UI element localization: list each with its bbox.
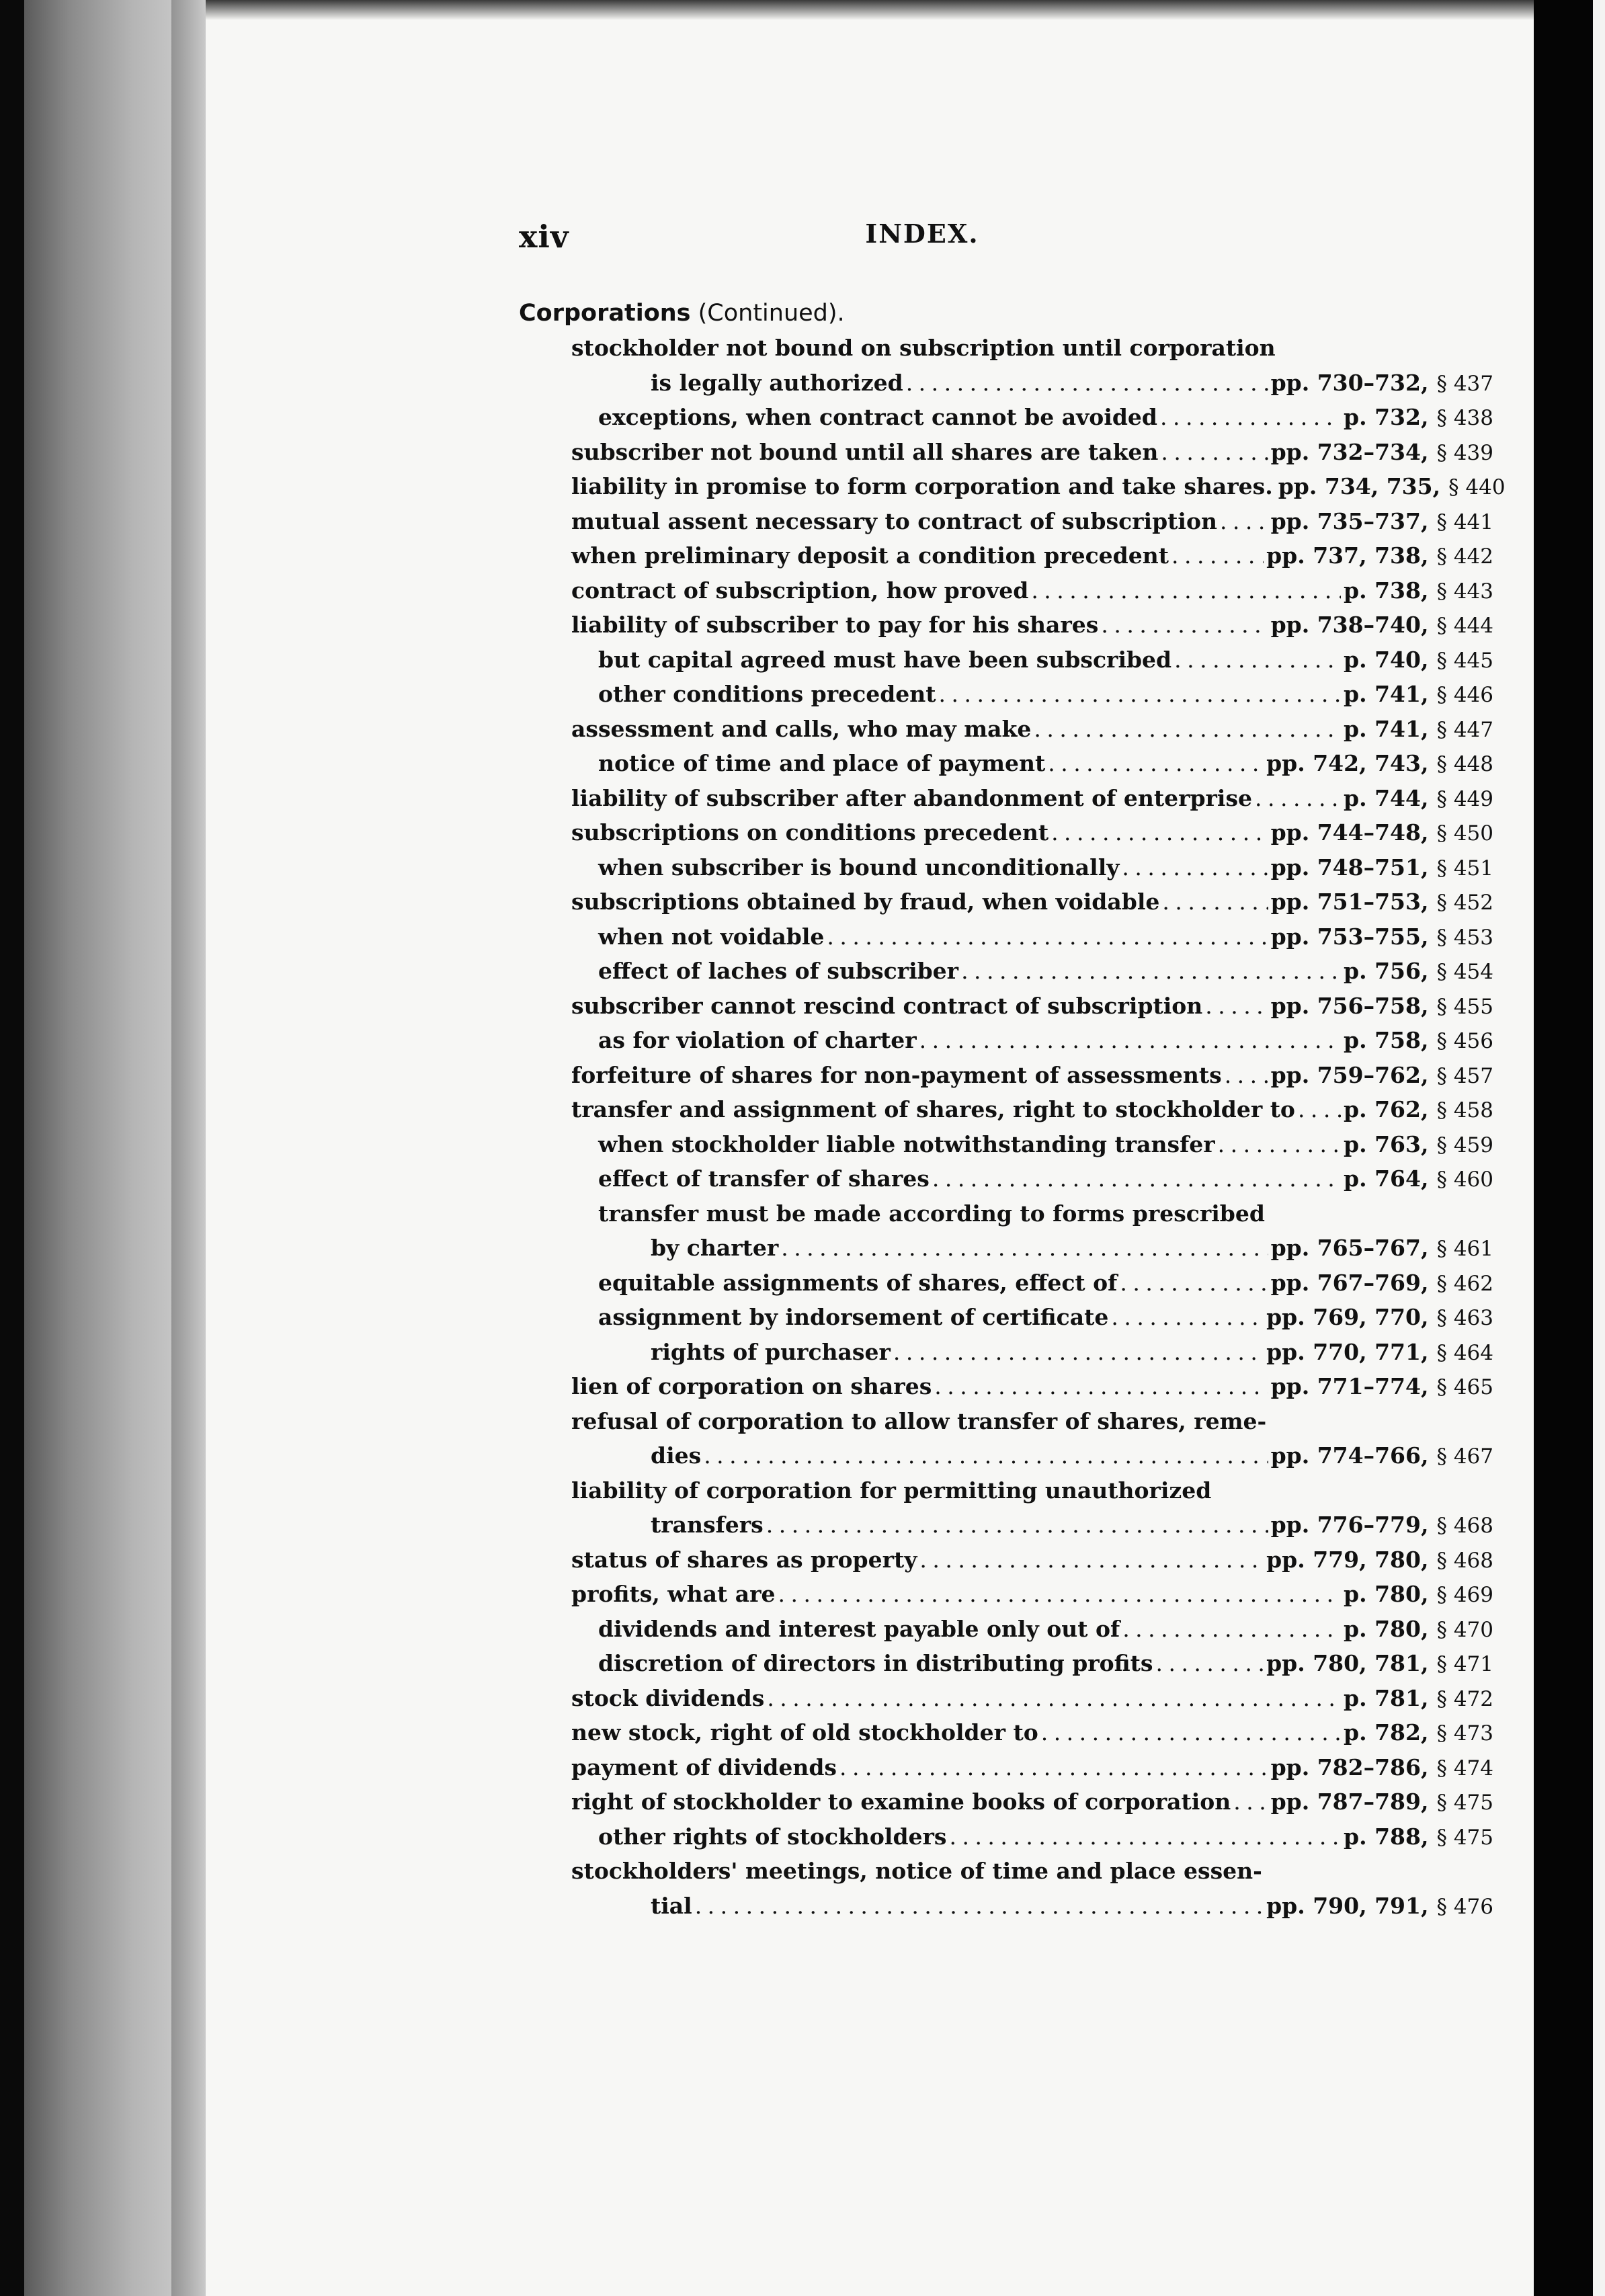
index-entry-text: effect of transfer of shares <box>598 1165 930 1192</box>
index-entry <box>519 919 1493 954</box>
section-reference: § 448 <box>1436 752 1493 776</box>
dot-leader <box>893 1335 1264 1370</box>
page-reference: pp. 732–734, <box>1270 438 1429 465</box>
dot-leader <box>1161 435 1268 470</box>
index-entry <box>519 885 1493 919</box>
index-entry-text: new stock, right of old stockholder to <box>571 1719 1038 1746</box>
section-reference: § 467 <box>1436 1444 1493 1469</box>
section-reference: § 465 <box>1436 1375 1493 1399</box>
index-entry <box>519 1023 1493 1058</box>
index-entry <box>519 435 1493 470</box>
index-entry <box>519 1161 1493 1196</box>
page-reference: p. 741, <box>1344 681 1429 707</box>
index-entry <box>519 1438 1493 1473</box>
page-reference: p. 758, <box>1344 1027 1429 1053</box>
index-entry-text: liability of subscriber to pay for his shares <box>571 612 1099 638</box>
section-reference: § 456 <box>1436 1029 1493 1053</box>
section-reference: § 464 <box>1436 1340 1493 1365</box>
dot-leader <box>1171 538 1264 573</box>
index-entry-text: other rights of stockholders <box>598 1823 947 1850</box>
section-reference: § 459 <box>1436 1133 1493 1157</box>
page-reference: pp. 753–755, <box>1270 923 1429 950</box>
index-entry-text: assessment and calls, who may make <box>571 715 1032 742</box>
page-reference: pp. 782–786, <box>1270 1754 1429 1780</box>
index-entry <box>519 1058 1493 1093</box>
dot-leader <box>1155 1646 1264 1681</box>
page-reference: pp. 771–774, <box>1270 1373 1429 1399</box>
index-entry <box>519 781 1493 816</box>
index-heading-note: (Continued). <box>698 300 845 327</box>
section-reference: § 468 <box>1436 1514 1493 1538</box>
dot-leader <box>919 1023 1341 1058</box>
page-reference: pp. 742, 743, <box>1266 750 1429 776</box>
index-entry <box>519 366 1493 401</box>
page-reference: p. 732, <box>1344 404 1429 430</box>
index-entry <box>519 504 1493 539</box>
page-reference: p. 762, <box>1344 1096 1429 1122</box>
page-reference: pp. 765–767, <box>1270 1235 1429 1261</box>
section-reference: § 473 <box>1436 1721 1493 1746</box>
page-reference: pp. 759–762, <box>1270 1061 1429 1088</box>
section-reference: § 455 <box>1436 994 1493 1019</box>
page-reference: p. 740, <box>1344 646 1429 673</box>
facing-page-sliver <box>1593 0 1605 2296</box>
index-entry-text: other conditions precedent <box>598 681 936 707</box>
index-entry-text: but capital agreed must have been subscribed <box>598 646 1172 673</box>
section-reference: § 458 <box>1436 1098 1493 1122</box>
index-entry <box>519 746 1493 781</box>
dot-leader <box>1220 504 1268 539</box>
section-reference: § 444 <box>1436 614 1493 638</box>
dot-leader <box>1122 850 1268 885</box>
index-entry-text: subscriptions on conditions precedent <box>571 819 1049 846</box>
index-entry-text: transfer must be made according to forms prescribed <box>598 1200 1265 1227</box>
dot-leader <box>949 1819 1341 1854</box>
dot-leader <box>1122 1612 1341 1647</box>
section-reference: § 449 <box>1436 786 1493 811</box>
index-entry <box>519 1404 1493 1439</box>
index-entry-text: by charter <box>651 1235 779 1261</box>
section-reference: § 462 <box>1436 1271 1493 1296</box>
index-entry-text: dies <box>651 1442 702 1469</box>
dot-leader <box>1031 573 1341 608</box>
index-entry <box>519 1196 1493 1231</box>
index-entry <box>519 1577 1493 1612</box>
index-entry <box>519 538 1493 573</box>
index-entry-text: rights of purchaser <box>651 1338 891 1365</box>
dot-leader <box>1205 989 1268 1024</box>
section-reference: § 439 <box>1436 440 1493 465</box>
dot-leader <box>939 677 1342 712</box>
page-reference: pp. 738–740, <box>1270 612 1429 638</box>
index-entry-text: subscriber cannot rescind contract of subscription <box>571 992 1203 1019</box>
dot-leader <box>1218 1127 1341 1162</box>
dot-leader <box>1233 1785 1268 1819</box>
section-reference: § 453 <box>1436 925 1493 950</box>
section-reference: § 475 <box>1436 1791 1493 1815</box>
index-entry-text: effect of laches of subscriber <box>598 958 959 984</box>
page-reference: pp. 790, 791, <box>1266 1892 1429 1919</box>
index-entry <box>519 1819 1493 1854</box>
dot-leader <box>1101 608 1268 643</box>
page-reference: pp. 735–737, <box>1270 507 1429 534</box>
dot-leader <box>1111 1300 1264 1335</box>
index-entry <box>519 1092 1493 1127</box>
page-reference: p. 738, <box>1344 577 1429 604</box>
section-reference: § 441 <box>1436 509 1493 534</box>
page-reference: pp. 774–766, <box>1270 1442 1429 1469</box>
index-entry <box>519 1612 1493 1647</box>
section-reference: § 450 <box>1436 821 1493 846</box>
index-entry <box>519 1681 1493 1716</box>
page-reference: p. 780, <box>1344 1615 1429 1642</box>
page-reference: pp. 776–779, <box>1270 1512 1429 1538</box>
index-entry-text: subscriptions obtained by fraud, when voidable <box>571 889 1160 915</box>
section-reference: § 469 <box>1436 1583 1493 1607</box>
section-reference: § 472 <box>1436 1686 1493 1711</box>
dot-leader <box>827 919 1268 954</box>
dot-leader <box>932 1161 1341 1196</box>
index-heading-term: Corporations <box>519 300 691 327</box>
index-entry <box>519 989 1493 1024</box>
dot-leader <box>919 1543 1264 1577</box>
page-reference: p. 764, <box>1344 1165 1429 1192</box>
index-entry <box>519 1300 1493 1335</box>
section-reference: § 476 <box>1436 1894 1493 1919</box>
section-reference: § 443 <box>1436 579 1493 604</box>
section-reference: § 452 <box>1436 891 1493 915</box>
page-reference: pp. 780, 781, <box>1266 1650 1429 1676</box>
index-entry <box>519 1369 1493 1404</box>
index-entry-text: right of stockholder to examine books of corporation <box>571 1789 1231 1815</box>
index-entry-text: refusal of corporation to allow transfer of shares, reme- <box>571 1407 1267 1434</box>
page-reference: pp. 770, 771, <box>1266 1338 1429 1365</box>
section-reference: § 461 <box>1436 1237 1493 1261</box>
section-reference: § 468 <box>1436 1548 1493 1573</box>
section-reference: § 471 <box>1436 1652 1493 1676</box>
index-entry-text: profits, what are <box>571 1581 776 1607</box>
page-reference: p. 763, <box>1344 1131 1429 1157</box>
index-entry <box>519 1750 1493 1785</box>
index-entry <box>519 1854 1493 1889</box>
index-entry-text: stockholder not bound on subscription until corporation <box>571 335 1276 361</box>
dot-leader <box>1298 1092 1341 1127</box>
index-entry <box>519 677 1493 712</box>
index-entry-text: stockholders' meetings, notice of time and place essen- <box>571 1858 1262 1884</box>
index-entry <box>519 1785 1493 1819</box>
page-reference: p. 756, <box>1344 958 1429 984</box>
page-reference: p. 780, <box>1344 1581 1429 1607</box>
page-reference: pp. 734, 735, <box>1278 473 1441 499</box>
page-number: xiv <box>519 218 569 255</box>
page-reference: p. 741, <box>1344 715 1429 742</box>
index-entry <box>519 1508 1493 1543</box>
page-reference: pp. 744–748, <box>1270 819 1429 846</box>
index-entry <box>519 469 1506 504</box>
section-reference: § 437 <box>1436 371 1493 396</box>
section-reference: § 447 <box>1436 717 1493 742</box>
index-entry-text: when preliminary deposit a condition precedent <box>571 542 1169 569</box>
index-entry-text: exceptions, when contract cannot be avoided <box>598 404 1157 430</box>
page-reference: pp. 748–751, <box>1270 854 1429 880</box>
page-reference: pp. 769, 770, <box>1266 1304 1429 1330</box>
index-entry-text: stock dividends <box>571 1684 765 1711</box>
section-reference: § 446 <box>1436 683 1493 707</box>
index-heading <box>519 296 1493 331</box>
index-entry-text: when not voidable <box>598 923 825 950</box>
page-reference: pp. 737, 738, <box>1266 542 1429 569</box>
dot-leader <box>767 1681 1341 1716</box>
index-entry-text: tial <box>651 1892 692 1919</box>
index-entry-text: lien of corporation on shares <box>571 1373 932 1399</box>
index-entry-text: status of shares as property <box>571 1546 917 1573</box>
dot-leader <box>1225 1058 1268 1093</box>
dot-leader <box>1120 1266 1268 1301</box>
index-entry <box>519 954 1493 989</box>
index-entry <box>519 1231 1493 1266</box>
dot-leader <box>778 1577 1341 1612</box>
page-title: INDEX. <box>865 218 979 249</box>
running-head <box>519 218 1493 259</box>
page-top-shadow <box>206 0 1534 20</box>
index-entry-text: contract of subscription, how proved <box>571 577 1029 604</box>
index-entry-text: as for violation of charter <box>598 1027 917 1053</box>
section-reference: § 451 <box>1436 856 1493 880</box>
index-entry-text: liability of corporation for permitting unauthorized <box>571 1477 1212 1504</box>
dot-leader <box>766 1508 1268 1543</box>
index-entry-text: assignment by indorsement of certificate <box>598 1304 1109 1330</box>
dot-leader <box>704 1438 1268 1473</box>
index-entry <box>519 608 1493 643</box>
page-reference: pp. 779, 780, <box>1266 1546 1429 1573</box>
index-entry-text: equitable assignments of shares, effect of <box>598 1269 1118 1296</box>
dot-leader <box>961 954 1341 989</box>
scan-left-edge <box>0 0 24 2296</box>
index-entry-text: is legally authorized <box>651 369 903 396</box>
index-entry <box>519 1473 1493 1508</box>
index-entry-text: liability in promise to form corporation and take shares. <box>571 473 1273 499</box>
dot-leader <box>1041 1715 1341 1750</box>
section-reference: § 438 <box>1436 406 1493 430</box>
index-entry <box>519 573 1493 608</box>
index-entry-text: payment of dividends <box>571 1754 837 1780</box>
index-entry-text: transfers <box>651 1512 764 1538</box>
page-reference: p. 781, <box>1344 1684 1429 1711</box>
dot-leader <box>1162 885 1268 919</box>
dot-leader <box>781 1231 1268 1266</box>
index-entry <box>519 1646 1493 1681</box>
page-reference: pp. 756–758, <box>1270 992 1429 1019</box>
section-reference: § 454 <box>1436 960 1493 984</box>
section-reference: § 440 <box>1448 475 1506 499</box>
section-reference: § 475 <box>1436 1825 1493 1850</box>
dot-leader <box>1048 746 1264 781</box>
page-reference: pp. 730–732, <box>1270 369 1429 396</box>
index-entry <box>519 850 1493 885</box>
section-reference: § 470 <box>1436 1617 1493 1642</box>
index-entry <box>519 1715 1493 1750</box>
page-reference: pp. 767–769, <box>1270 1269 1429 1296</box>
index-entry <box>519 1266 1493 1301</box>
dot-leader <box>906 366 1268 401</box>
index-entry-text: dividends and interest payable only out of <box>598 1615 1120 1642</box>
index-entry <box>519 331 1493 366</box>
index-entry-text: when subscriber is bound unconditionally <box>598 854 1120 880</box>
page-reference: p. 788, <box>1344 1823 1429 1850</box>
index-entry <box>519 400 1493 435</box>
index-entry <box>519 1127 1493 1162</box>
index-entry-text: when stockholder liable notwithstanding transfer <box>598 1131 1215 1157</box>
dot-leader <box>1051 815 1268 850</box>
page-reference: p. 744, <box>1344 784 1429 811</box>
dot-leader <box>934 1369 1268 1404</box>
section-reference: § 460 <box>1436 1167 1493 1192</box>
index-block <box>519 296 1506 1923</box>
page-reference: p. 782, <box>1344 1719 1429 1746</box>
dot-leader <box>1174 643 1341 678</box>
index-entry-text: transfer and assignment of shares, right to stockholder to <box>571 1096 1295 1122</box>
index-entry-text: mutual assent necessary to contract of subscription <box>571 507 1217 534</box>
section-reference: § 442 <box>1436 544 1493 569</box>
index-entry <box>519 1335 1493 1370</box>
section-reference: § 474 <box>1436 1756 1493 1780</box>
section-reference: § 445 <box>1436 648 1493 673</box>
index-entry <box>519 643 1493 678</box>
dot-leader <box>839 1750 1268 1785</box>
page-reference: pp. 787–789, <box>1270 1789 1429 1815</box>
page-reference: pp. 751–753, <box>1270 889 1429 915</box>
index-entry-text: liability of subscriber after abandonment of enterprise <box>571 784 1253 811</box>
section-reference: § 463 <box>1436 1306 1493 1330</box>
section-reference: § 457 <box>1436 1063 1493 1088</box>
index-entry-text: forfeiture of shares for non-payment of assessments <box>571 1061 1222 1088</box>
index-entry <box>519 815 1493 850</box>
index-entry <box>519 1543 1493 1577</box>
dot-leader <box>695 1889 1264 1924</box>
index-entry-text: subscriber not bound until all shares are taken <box>571 438 1159 465</box>
index-entries <box>519 331 1506 1923</box>
dot-leader <box>1034 712 1341 747</box>
dot-leader <box>1160 400 1341 435</box>
index-entry-text: discretion of directors in distributing profits <box>598 1650 1153 1676</box>
index-entry <box>519 712 1493 747</box>
index-entry-text: notice of time and place of payment <box>598 750 1046 776</box>
dot-leader <box>1255 781 1341 816</box>
index-entry <box>519 1889 1493 1924</box>
